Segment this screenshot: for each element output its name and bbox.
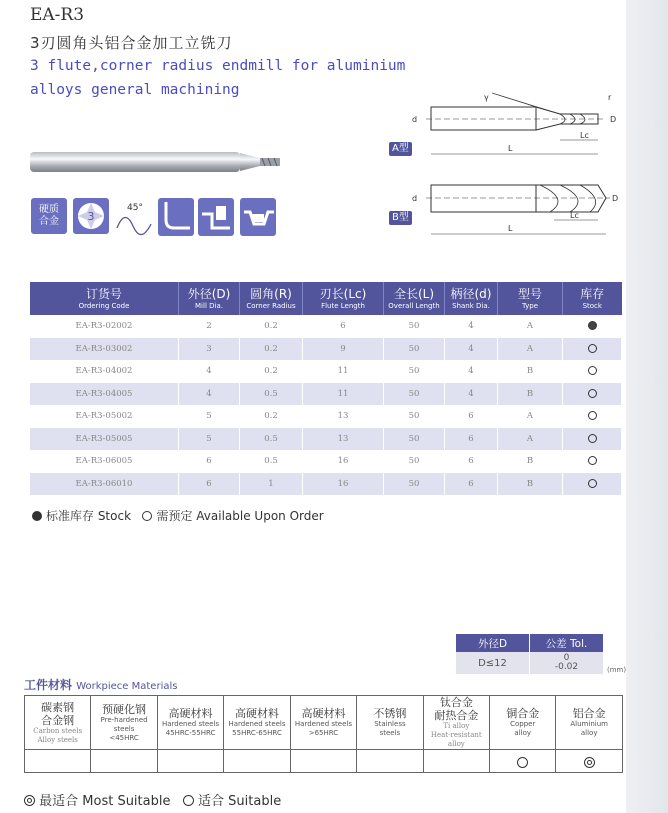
carbide-badge-line2: 合金	[39, 216, 59, 227]
header-stock: 库存 Stock	[563, 282, 622, 315]
type-b-drawing	[400, 175, 625, 243]
header-shank-dia: 柄径(d) Shank Dia.	[445, 282, 498, 315]
suitability-cell	[357, 750, 423, 773]
cell-type: A	[498, 338, 563, 361]
product-title-en-line1: 3 flute,corner radius endmill for aluminium	[30, 58, 406, 74]
workpiece-header-row	[25, 696, 623, 750]
material-name-en: Carbon steels Alloy steels	[33, 726, 83, 744]
header-type: 型号 Type	[498, 282, 563, 315]
cell-code: EA-R3-04002	[30, 360, 179, 383]
cell-d: 4	[179, 383, 240, 406]
header-overall-length: 全长(L) Overall Length	[384, 282, 445, 315]
cell-d: 2	[179, 315, 240, 338]
material-name-cn: 碳素钢 合金钢	[41, 700, 75, 727]
cell-d: 3	[179, 338, 240, 361]
header-mill-dia: 外径(D) Mill Dia.	[179, 282, 240, 315]
cell-r: 0.2	[240, 360, 303, 383]
carbide-badge-line1: 硬质	[39, 204, 59, 215]
cell-type: B	[498, 383, 563, 406]
tool-image	[28, 146, 283, 178]
cell-l: 50	[384, 360, 445, 383]
cell-d: 4	[445, 383, 498, 406]
spec-header-row	[30, 282, 622, 315]
filled-circle-icon	[588, 321, 597, 330]
cell-stock	[563, 360, 622, 383]
cell-type: B	[498, 473, 563, 496]
shoulder-milling-badge	[198, 198, 234, 236]
header-corner-radius: 圆角(R) Corner Radius	[240, 282, 303, 315]
cell-d: 4	[445, 360, 498, 383]
Lc-label-a: Lc	[580, 131, 589, 140]
tolerance-header-dia: 外径D	[456, 634, 530, 652]
tolerance-unit: (mm)	[607, 666, 627, 674]
cell-r: 0.5	[240, 383, 303, 406]
cell-stock	[563, 450, 622, 473]
material-name-en: Hardened steels 45HRC-55HRC	[161, 720, 220, 737]
tolerance-dia: D≤12	[456, 652, 530, 674]
material-header	[357, 696, 423, 750]
cell-d: 6	[445, 450, 498, 473]
r-label-a: r	[608, 93, 612, 102]
table-row	[30, 450, 622, 473]
cell-code: EA-R3-03002	[30, 338, 179, 361]
suit-legend-most: 最适合 Most Suitable	[39, 794, 171, 809]
cell-code: EA-R3-02002	[30, 315, 179, 338]
open-circle-icon	[588, 344, 597, 353]
cell-stock	[563, 338, 622, 361]
cell-l: 50	[384, 450, 445, 473]
cell-r: 0.2	[240, 405, 303, 428]
table-row	[30, 315, 622, 338]
cell-stock	[563, 315, 622, 338]
cell-code: EA-R3-06005	[30, 450, 179, 473]
table-row	[30, 338, 622, 361]
spec-table	[30, 282, 622, 495]
header-flute-length: 刃长(Lc) Flute Length	[303, 282, 384, 315]
material-name-en: Copper alloy	[510, 720, 536, 737]
material-name-en: Aluminium alloy	[570, 720, 608, 737]
D-label-a: D	[610, 115, 617, 124]
material-name-cn: 铜合金	[506, 707, 540, 720]
cell-r: 0.5	[240, 450, 303, 473]
material-header	[290, 696, 356, 750]
material-name-cn: 铝合金	[572, 707, 606, 720]
suitability-cell	[25, 750, 91, 773]
cell-lc: 9	[303, 338, 384, 361]
stock-legend-standard: 标准库存 Stock	[46, 509, 132, 523]
suitability-cell	[290, 750, 356, 773]
open-circle-icon	[588, 366, 597, 375]
d-label-a: d	[412, 115, 418, 124]
cell-type: B	[498, 360, 563, 383]
cell-stock	[563, 405, 622, 428]
workpiece-title	[24, 676, 177, 693]
cell-code: EA-R3-05005	[30, 428, 179, 451]
material-header	[423, 696, 489, 750]
cell-d: 4	[179, 360, 240, 383]
cell-stock	[563, 383, 622, 406]
pocket-icon	[240, 198, 276, 236]
material-name-cn: 高硬材料	[235, 707, 279, 720]
tolerance-lower: -0.02	[554, 662, 579, 672]
L-label-b: L	[508, 224, 513, 233]
cell-l: 50	[384, 473, 445, 496]
cell-d: 6	[179, 450, 240, 473]
table-row	[30, 428, 622, 451]
cell-d: 6	[445, 428, 498, 451]
carbide-badge	[31, 198, 67, 234]
suitability-cell	[423, 750, 489, 773]
d-label-b: d	[412, 194, 418, 203]
material-header	[25, 696, 91, 750]
cell-r: 1	[240, 473, 303, 496]
suitability-cell	[157, 750, 223, 773]
suit-legend-suitable: 适合 Suitable	[198, 794, 282, 809]
table-row	[30, 383, 622, 406]
corner-radius-icon	[158, 198, 194, 236]
cell-type: A	[498, 428, 563, 451]
flute-icon	[73, 198, 109, 234]
type-a-drawing	[400, 88, 625, 163]
tolerance-table	[456, 634, 603, 674]
cell-code: EA-R3-06010	[30, 473, 179, 496]
pocket-milling-badge	[240, 198, 276, 236]
material-header	[224, 696, 290, 750]
material-name-cn: 预硬化钢	[102, 702, 147, 716]
cell-lc: 11	[303, 360, 384, 383]
helix-angle: 45°	[127, 203, 143, 213]
cell-d: 5	[179, 405, 240, 428]
suitability-cell	[490, 750, 556, 773]
cell-type: A	[498, 315, 563, 338]
material-name-cn: 钛合金 耐热合金	[434, 696, 479, 722]
product-title-cn: 3刃圆角头铝合金加工立铣刀	[30, 34, 233, 52]
open-circle-icon	[588, 411, 597, 420]
cell-lc: 16	[303, 450, 384, 473]
table-row	[30, 405, 622, 428]
cell-r: 0.2	[240, 338, 303, 361]
open-circle-icon	[588, 389, 597, 398]
material-name-en: Stainless steels	[374, 720, 406, 737]
suitability-legend	[24, 790, 281, 809]
open-circle-icon	[142, 511, 152, 521]
cell-code: EA-R3-05002	[30, 405, 179, 428]
type-b-label: B型	[389, 211, 412, 225]
material-header	[556, 696, 623, 750]
cell-l: 50	[384, 315, 445, 338]
cell-l: 50	[384, 338, 445, 361]
tolerance-upper: 0	[563, 653, 570, 663]
cell-d: 6	[445, 473, 498, 496]
cell-type: A	[498, 405, 563, 428]
cell-r: 0.2	[240, 315, 303, 338]
material-header	[490, 696, 556, 750]
tolerance-header-tol: 公差 Tol.	[530, 634, 604, 652]
material-name-en: Pre-hardened steels <45HRC	[100, 715, 148, 742]
material-name-en: Hardened steels 55HRC-65HRC	[228, 720, 286, 737]
cell-type: B	[498, 450, 563, 473]
open-circle-icon	[517, 757, 528, 768]
cell-d: 6	[445, 405, 498, 428]
cell-d: 4	[445, 338, 498, 361]
double-circle-icon	[584, 757, 595, 768]
three-flute-badge	[73, 198, 109, 234]
workpiece-title-cn: 工件材料	[24, 678, 73, 692]
helix-angle-badge	[115, 198, 155, 236]
open-circle-icon	[588, 434, 597, 443]
flute-count: 3	[87, 210, 95, 223]
suitability-cell	[91, 750, 157, 773]
cell-l: 50	[384, 405, 445, 428]
L-label-a: L	[508, 144, 513, 153]
material-header	[91, 696, 157, 750]
cell-lc: 13	[303, 405, 384, 428]
cell-r: 0.5	[240, 428, 303, 451]
cell-lc: 6	[303, 315, 384, 338]
shoulder-icon	[198, 198, 234, 236]
cell-stock	[563, 473, 622, 496]
material-name-en: Ti alloy Heat-resistant alloy	[430, 722, 482, 748]
open-circle-icon	[588, 479, 597, 488]
stock-legend-order: 需预定 Available Upon Order	[156, 509, 324, 523]
header-ordering-code: 订货号 Ordering Code	[30, 282, 179, 315]
cell-lc: 11	[303, 383, 384, 406]
cell-lc: 16	[303, 473, 384, 496]
material-name-en: Hardened steels >65HRC	[294, 720, 352, 737]
filled-circle-icon	[32, 511, 42, 521]
cell-lc: 13	[303, 428, 384, 451]
cell-code: EA-R3-04005	[30, 383, 179, 406]
cell-d: 6	[179, 473, 240, 496]
workpiece-suitability-row	[25, 750, 623, 773]
tolerance-value	[530, 652, 604, 674]
open-circle-icon	[588, 456, 597, 465]
workpiece-title-en: Workpiece Materials	[76, 681, 178, 692]
double-circle-icon	[24, 795, 35, 806]
cell-l: 50	[384, 428, 445, 451]
suitability-cell	[556, 750, 623, 773]
material-name-cn: 不锈钢	[373, 707, 407, 720]
material-name-cn: 高硬材料	[301, 707, 346, 720]
cell-stock	[563, 428, 622, 451]
helix-icon	[115, 198, 155, 236]
workpiece-table	[24, 695, 623, 773]
cell-l: 50	[384, 383, 445, 406]
D-label-b: D	[612, 194, 619, 203]
page-edge-strip	[626, 0, 668, 813]
open-circle-icon	[183, 795, 194, 806]
gamma-label-a: γ	[484, 93, 489, 102]
table-row	[30, 360, 622, 383]
material-header	[157, 696, 223, 750]
product-title-en-line2: alloys general machining	[30, 82, 240, 98]
cell-d: 5	[179, 428, 240, 451]
material-name-cn: 高硬材料	[168, 707, 213, 720]
table-row	[30, 473, 622, 496]
Lc-label-b: Lc	[570, 211, 579, 220]
corner-radius-badge	[158, 198, 194, 236]
cell-d: 4	[445, 315, 498, 338]
type-a-label: A型	[389, 142, 412, 156]
stock-legend	[32, 507, 324, 524]
product-code: EA-R3	[30, 5, 85, 25]
suitability-cell	[224, 750, 290, 773]
